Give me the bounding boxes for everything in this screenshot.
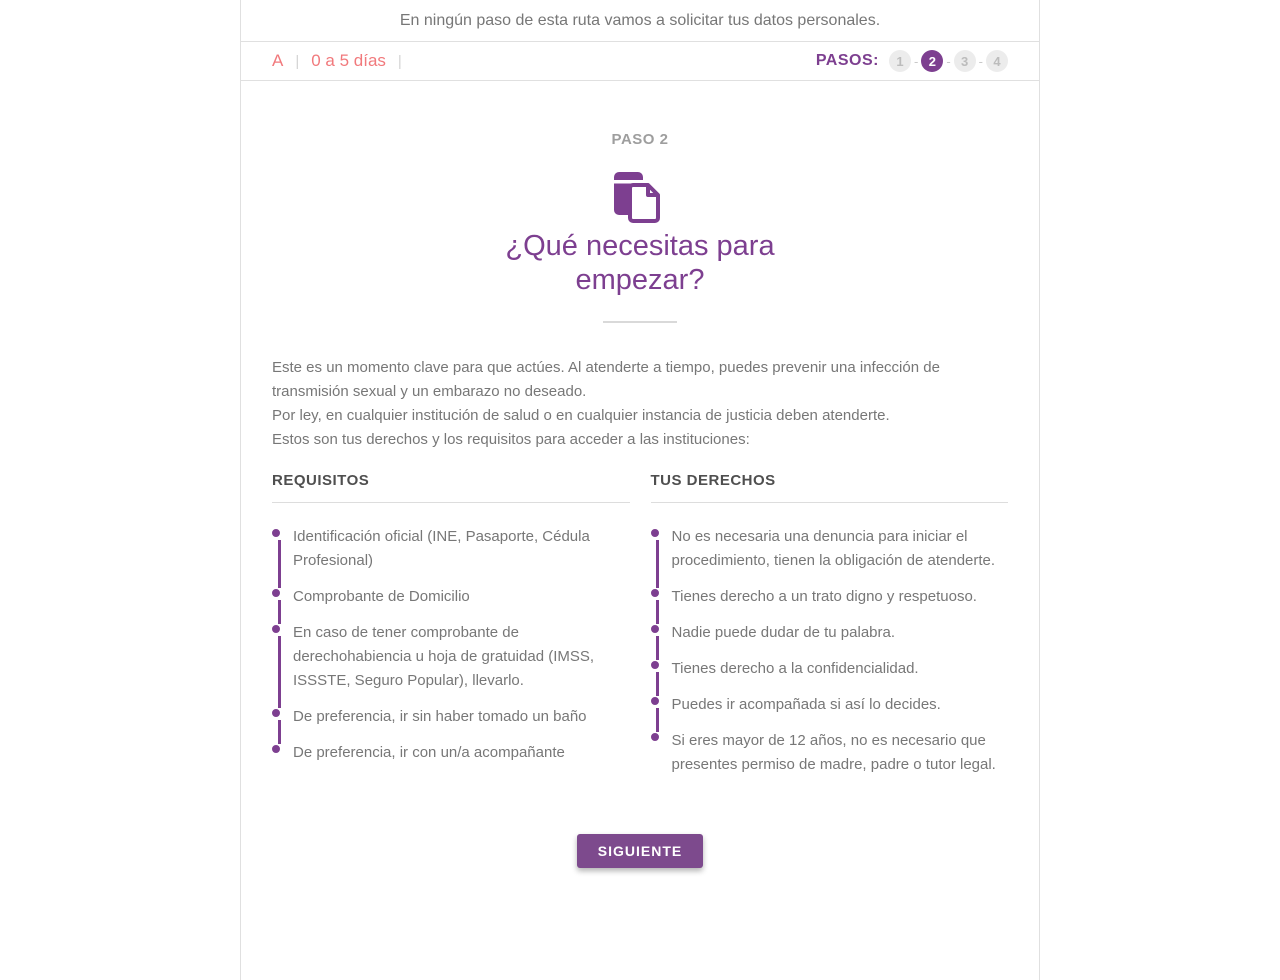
list-item-text: Identificación oficial (INE, Pasaporte, Cédula Profesional): [293, 528, 590, 569]
content-column: [240, 0, 1040, 980]
title-divider: [603, 321, 677, 323]
bullseye-bullet-icon: [272, 625, 280, 633]
list-item: [272, 585, 630, 609]
route-divider: |: [295, 52, 300, 70]
list-item-text: Comprobante de Domicilio: [293, 588, 470, 605]
bullseye-bullet-icon: [651, 589, 659, 597]
bullseye-bullet-icon: [651, 625, 659, 633]
step-eyebrow: PASO 2: [611, 131, 669, 148]
bullseye-bullet-icon: [272, 589, 280, 597]
bullseye-bullet-icon: [272, 709, 280, 717]
list-item: [651, 657, 1009, 681]
siguiente-button[interactable]: SIGUIENTE: [577, 834, 703, 868]
route-steps-bar: [241, 42, 1039, 81]
tus-derechos-heading: TUS DERECHOS: [651, 472, 1009, 503]
step-separator: -: [946, 53, 951, 69]
list-item-text: Tienes derecho a un trato digno y respetuoso.: [671, 588, 977, 605]
steps-label: PASOS:: [815, 52, 879, 69]
route-divider: |: [397, 52, 402, 70]
route-duration-link[interactable]: 0 a 5 días: [311, 51, 386, 70]
bullseye-bullet-icon: [651, 733, 659, 741]
list-item: [272, 621, 630, 693]
list-item: [651, 621, 1009, 645]
bullseye-bullet-icon: [272, 529, 280, 537]
requisitos-list: [272, 525, 630, 765]
bullseye-bullet-icon: [651, 661, 659, 669]
list-item-text: No es necesaria una denuncia para iniciar el procedimiento, tienen la obligación de atenderte.: [671, 528, 996, 569]
list-item: [272, 705, 630, 729]
route-letter-link[interactable]: A: [272, 51, 284, 70]
tus-derechos-column: [651, 472, 1009, 789]
step-circle-3[interactable]: 3: [954, 50, 976, 72]
requisitos-column: [272, 472, 630, 789]
requisitos-heading: REQUISITOS: [272, 472, 630, 503]
route-info: [272, 51, 402, 71]
list-item: [651, 585, 1009, 609]
list-item: [272, 525, 630, 573]
intro-paragraph: Por ley, en cualquier institución de salud o en cualquier instancia de justicia deben atenderte.: [272, 407, 890, 424]
step-circle-1[interactable]: 1: [889, 50, 911, 72]
intro-paragraph: Estos son tus derechos y los requisitos para acceder a las instituciones:: [272, 431, 750, 448]
list-item: [272, 741, 630, 765]
step-circle-2-active[interactable]: 2: [921, 50, 943, 72]
bullseye-bullet-icon: [272, 745, 280, 753]
requirements-rights-columns: [272, 472, 1008, 789]
list-item: [651, 525, 1009, 573]
tus-derechos-list: [651, 525, 1009, 777]
step-separator: -: [978, 53, 983, 69]
list-item: [651, 729, 1009, 777]
list-item-text: Tienes derecho a la confidencialidad.: [671, 660, 919, 677]
privacy-notice-bar: [241, 0, 1039, 42]
intro-paragraph: Este es un momento clave para que actúes. Al atenderte a tiempo, puedes prevenir una infección de transmisión sexual y un embarazo no deseado.: [272, 359, 940, 400]
step-circle-4[interactable]: 4: [986, 50, 1008, 72]
list-item-text: Puedes ir acompañada si así lo decides.: [671, 696, 941, 713]
intro-paragraphs: [272, 356, 1008, 452]
step-separator: -: [913, 53, 919, 69]
steps-indicator: [816, 50, 1008, 72]
bullseye-bullet-icon: [651, 529, 659, 537]
page-title: ¿Qué necesitas para empezar?: [505, 230, 775, 296]
list-item: [651, 693, 1009, 717]
bullseye-bullet-icon: [651, 697, 659, 705]
list-item-text: Si eres mayor de 12 años, no es necesario que presentes permiso de madre, padre o tutor legal.: [671, 732, 996, 773]
list-item-text: Nadie puede dudar de tu palabra.: [671, 624, 896, 641]
step-content: [241, 131, 1039, 868]
list-item-text: De preferencia, ir con un/a acompañante: [293, 744, 565, 761]
privacy-notice-text: En ningún paso de esta ruta vamos a solicitar tus datos personales.: [399, 11, 881, 29]
list-item-text: De preferencia, ir sin haber tomado un baño: [293, 708, 587, 725]
list-item-text: En caso de tener comprobante de derechohabiencia u hoja de gratuidad (IMSS, ISSSTE, Seguro Popular), llevarlo.: [293, 624, 595, 689]
copy-documents-icon: [272, 171, 1008, 223]
